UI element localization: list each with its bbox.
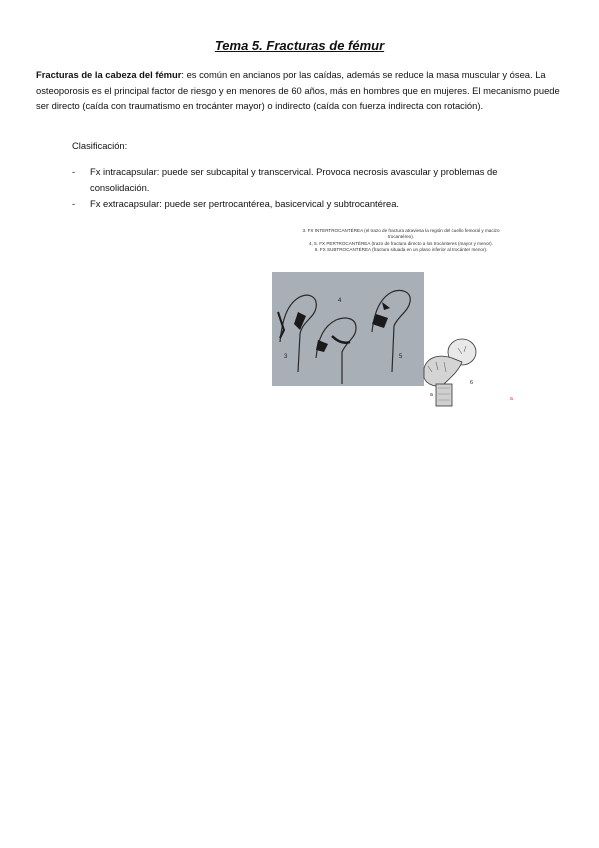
caption-line: 4, 5. FX PERTROCANTÉREA (trazo de fractura directo a los trocánteres (mayor y menor). <box>309 240 493 246</box>
list-item <box>0 196 599 212</box>
bullet-text: Fx extracapsular: puede ser pertrocantérea, basicervical y subtrocantérea. <box>90 198 400 209</box>
bullet-dash: - <box>72 198 76 209</box>
photo-label: 5 <box>399 354 403 360</box>
figure-caption <box>280 228 522 254</box>
femur-fracture-photo <box>272 272 424 386</box>
fracture-figure <box>272 228 522 408</box>
intro-paragraph <box>36 67 564 114</box>
photo-label: 4 <box>338 298 342 304</box>
classification-list <box>0 164 599 213</box>
list-item <box>0 164 599 195</box>
caption-line: 6. FX SUBTROCANTÉREA (fractura situada en un plano inferior al trocánter menor). <box>314 247 488 253</box>
caption-line: 3. FX INTERTROCANTÉREA (el trazo de fractura atraviesa la región del cuello femoral y macizo <box>302 228 500 233</box>
classification-label: Clasificación: <box>72 140 128 151</box>
bullet-text: Fx intracapsular: puede ser subcapital y transcervical. Provoca necrosis avascular y problemas de consolidación. <box>90 166 498 193</box>
page-title: Tema 5. Fracturas de fémur <box>214 38 385 53</box>
intro-heading: Fracturas de la cabeza del fémur <box>36 69 182 80</box>
intro-text: : es común en ancianos por las caídas, además se reduce la masa muscular y ósea. La osteoporosis es el principal factor de riesgo y en menores de 60 años, más en hombres que en mujeres. El mecanismo puede ser directo (caída con traumatismo en trocánter mayor) o indirecto (caída con fuerza indirecta con rotación). <box>36 69 560 112</box>
specimen-label: 6 <box>470 380 474 386</box>
specimen-mark: a <box>430 392 433 398</box>
corner-mark: a <box>510 396 513 402</box>
caption-line: trocantéreo). <box>387 234 415 240</box>
bullet-dash: - <box>72 166 76 177</box>
photo-label: 3 <box>284 354 288 360</box>
